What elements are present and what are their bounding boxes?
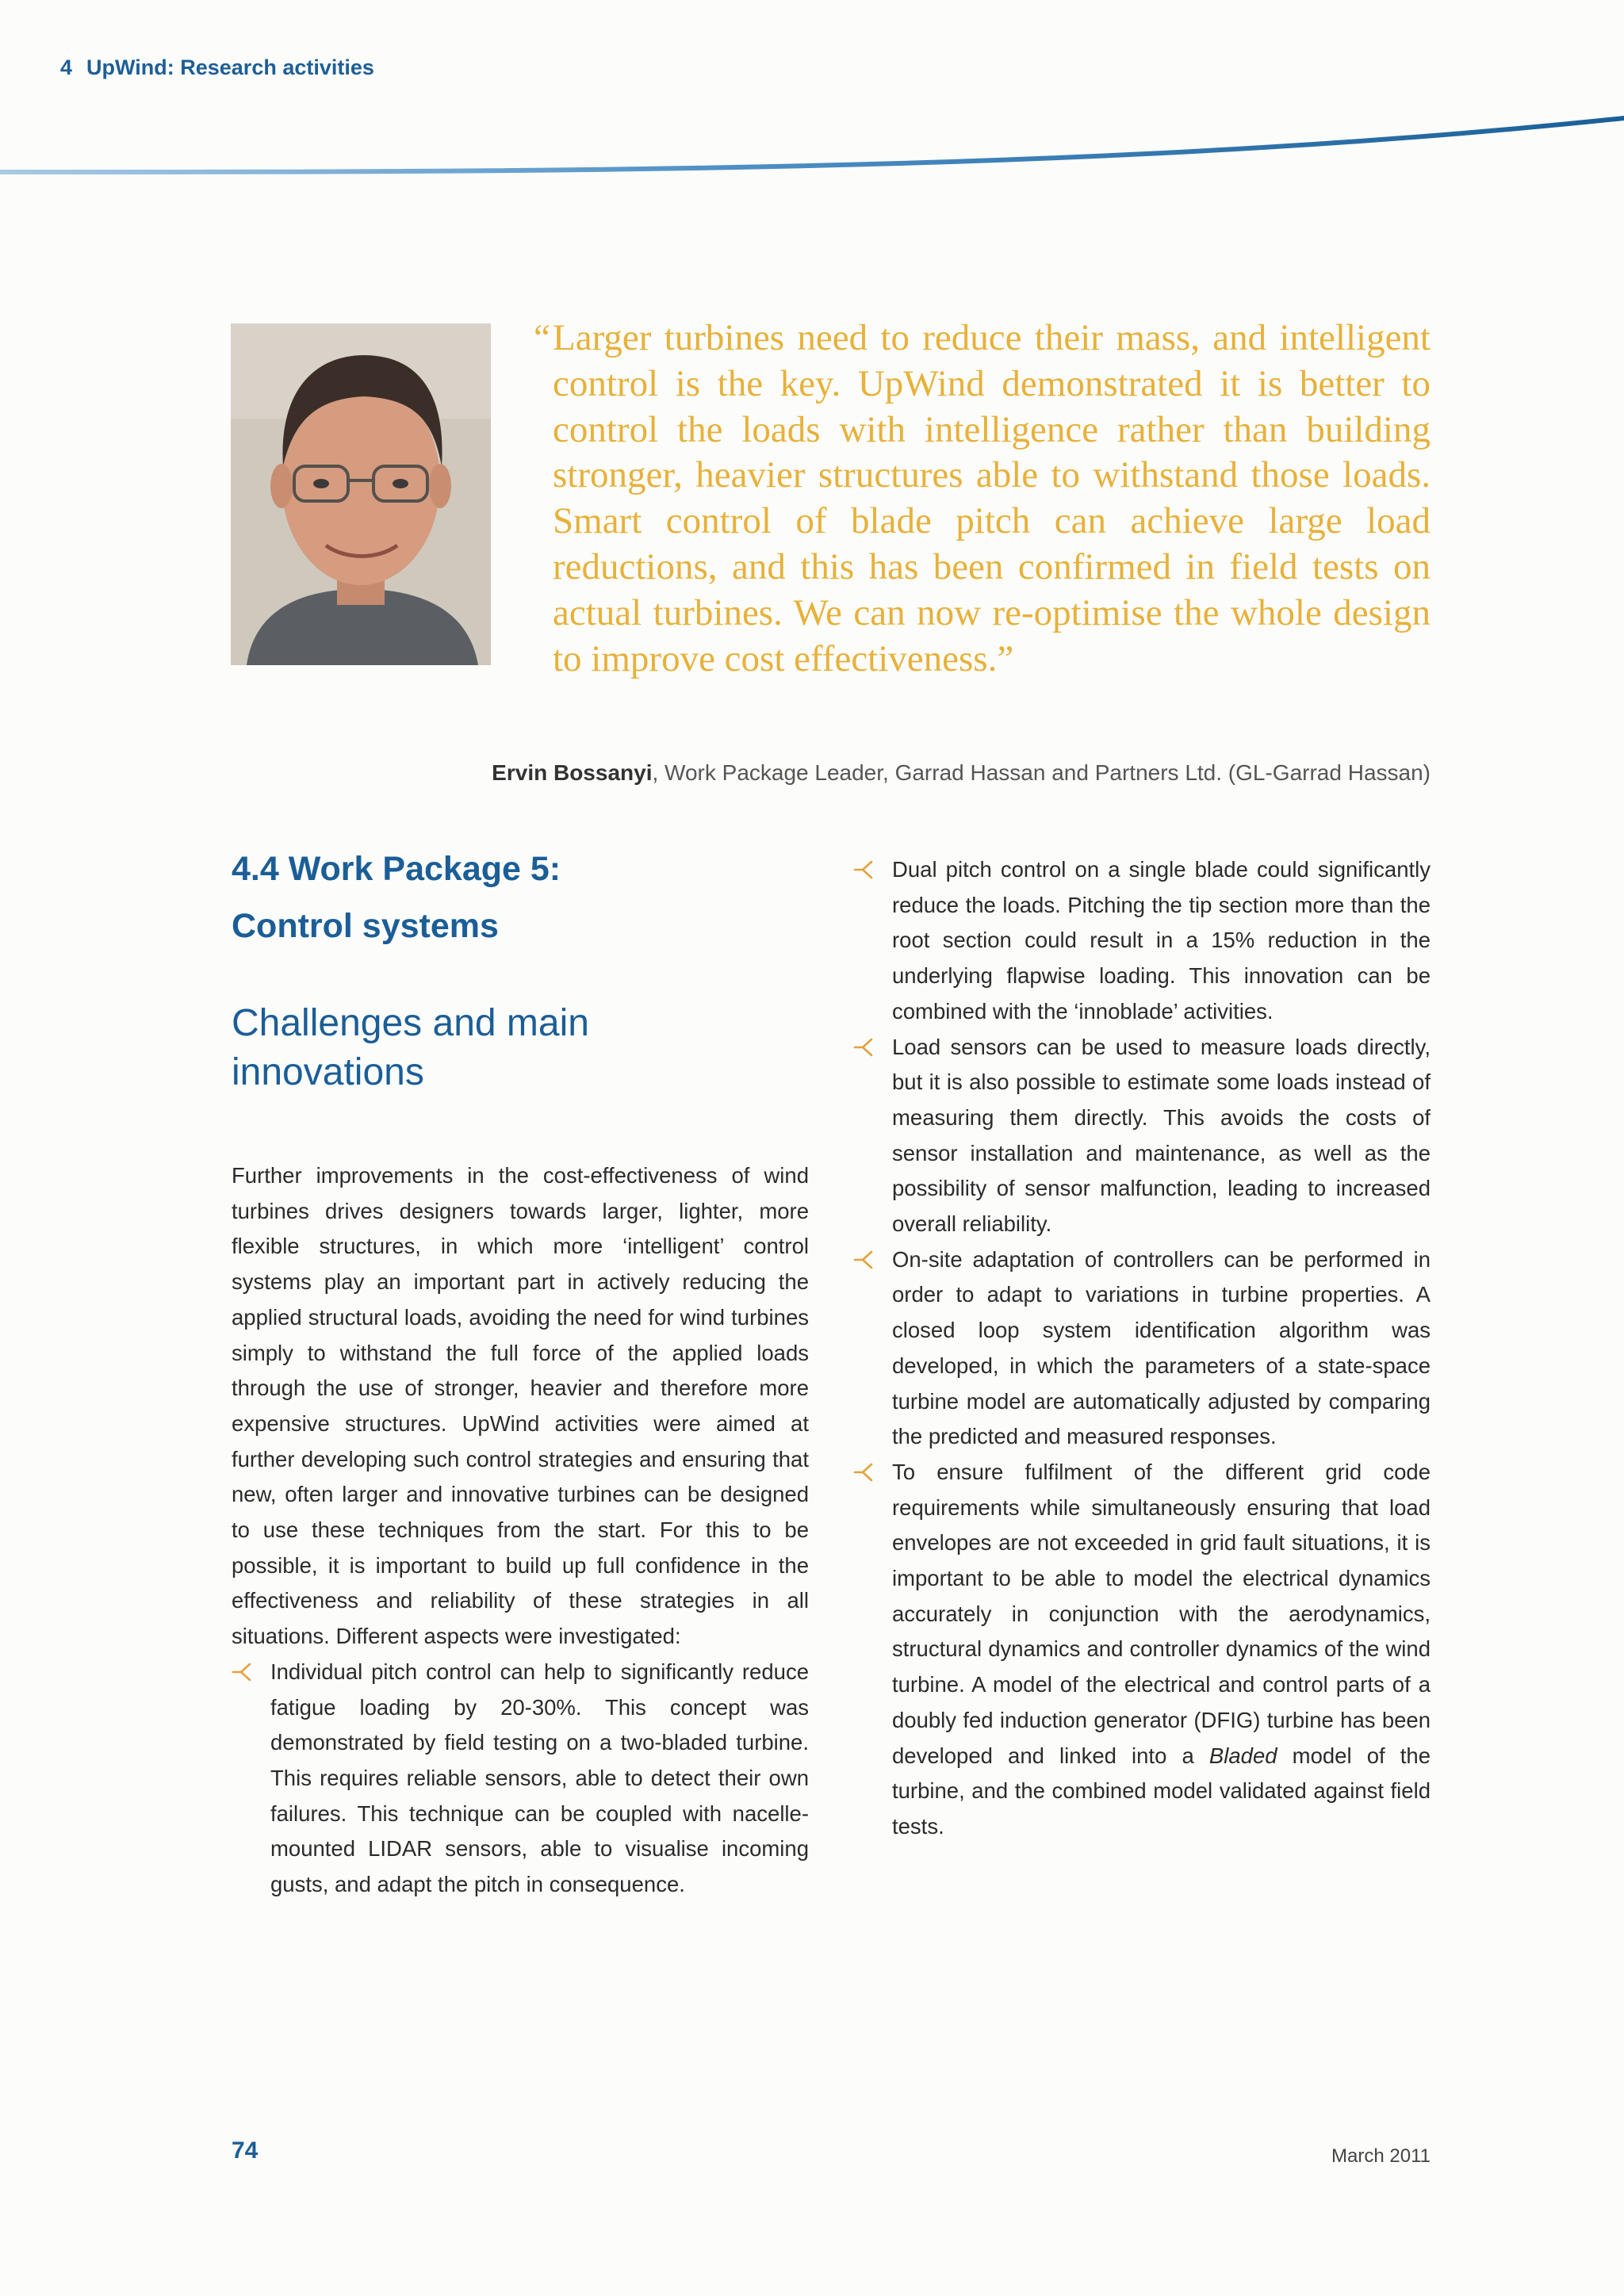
bullet-text: Individual pitch control can help to significantly reduce fatigue loading by 20-30%. This concept was demonstrated by field testing on a two-bladed turbine. This requires reliable sensors, able to detect their own failures. This technique can be coupled with nacelle-mounted LIDAR sensors, able to visualise incoming gusts, and adapt the pitch in consequence. [270,1659,809,1897]
list-item [853,1030,1431,1242]
header-section-number: 4 [60,55,73,79]
bullet-text-before: To ensure fulfilment of the different grid code requirements while simultaneously ensuring that load envelopes are not exceeded in grid fault situations, it is important to be able to model the electrical dynamics accurately in conjunction with the aerodynamics, structural dynamics and controller dynamics of the wind turbine. A model of the electrical and control parts of a doubly fed induction generator (DFIG) turbine has been developed and linked into a [892,1459,1431,1768]
bullet-italic-term: Bladed [1208,1743,1277,1768]
quote-attribution [492,760,1431,786]
bullet-text: Load sensors can be used to measure loads directly, but it is also possible to estimate some loads instead of measuring them directly. This avoids the costs of sensor installation and maintenance, as well as the possibility of sensor malfunction, leading to increased overall reliability. [892,1034,1431,1237]
attribution-role: , Work Package Leader, Garrad Hassan and Partners Ltd. (GL-Garrad Hassan) [652,760,1431,785]
left-bullet-list [232,1655,809,1903]
footer-date: March 2011 [1331,2145,1431,2167]
quote-open-mark: “ [534,317,550,358]
wind-turbine-bullet-icon [853,859,874,880]
bullet-text: Dual pitch control on a single blade could significantly reduce the loads. Pitching the tip section more than the root section could result in a 15% reduction in the underlying flapwise loading. This innovation can be combined with the ‘innoblade’ activities. [892,857,1431,1024]
right-bullet-list [853,852,1431,1845]
page-number: 74 [232,2137,259,2164]
bullet-text: On-site adaptation of controllers can be performed in order to adapt to variations in turbine properties. A closed loop system identification algorithm was developed, in which the parameters of a state-space turbine model are automatically adjusted by comparing the predicted and measured responses. [892,1246,1431,1449]
wind-turbine-bullet-icon [853,1462,874,1483]
quote-text: Larger turbines need to reduce their mass, and intelligent control is the key. UpWind demonstrated it is better to control the loads with intelligence rather than building stronger, heavier structures able to withstand those loads. Smart control of blade pitch can achieve large load reductions, and this has been confirmed in field tests on actual turbines. We can now re-optimise the whole design to improve cost effectiveness. [553,317,1431,679]
list-item [853,852,1431,1030]
author-portrait [231,323,491,665]
section-title [232,840,809,955]
right-column [853,852,1431,1845]
intro-paragraph: Further improvements in the cost-effectiveness of wind turbines drives designers towards larger, lighter, more flexible structures, in which more ‘intelligent’ control systems play an important part in actively reducing the applied structural loads, avoiding the need for wind turbines simply to withstand the full force of the applied loads through the use of stronger, heavier and therefore more expensive structures. UpWind activities were aimed at further developing such control strategies and ensuring that new, often larger and innovative turbines can be designed to use these techniques from the start. For this to be possible, it is important to build up full confidence in the effectiveness and reliability of these strategies in all situations. Different aspects were investigated: [232,1163,809,1649]
left-column [232,840,809,1903]
running-header [60,55,374,80]
header-swoosh-line [0,103,1624,182]
wind-turbine-bullet-icon [853,1037,874,1058]
wind-turbine-bullet-icon [232,1662,252,1682]
list-item [853,1242,1431,1455]
list-item [853,1455,1431,1845]
section-subtitle: Challenges and main innovations [232,1002,589,1093]
section-title-line2: Control systems [232,907,499,945]
wind-turbine-bullet-icon [853,1249,874,1270]
attribution-name: Ervin Bossanyi [492,760,653,785]
pull-quote [534,316,1431,682]
list-item [232,1655,809,1903]
bullet-text-after: model of the turbine, and the combined model validated against field tests. [892,1743,1431,1839]
section-title-line1: 4.4 Work Package 5: [232,850,561,888]
header-title: UpWind: Research activities [86,55,374,79]
quote-close-mark: ” [997,637,1014,679]
